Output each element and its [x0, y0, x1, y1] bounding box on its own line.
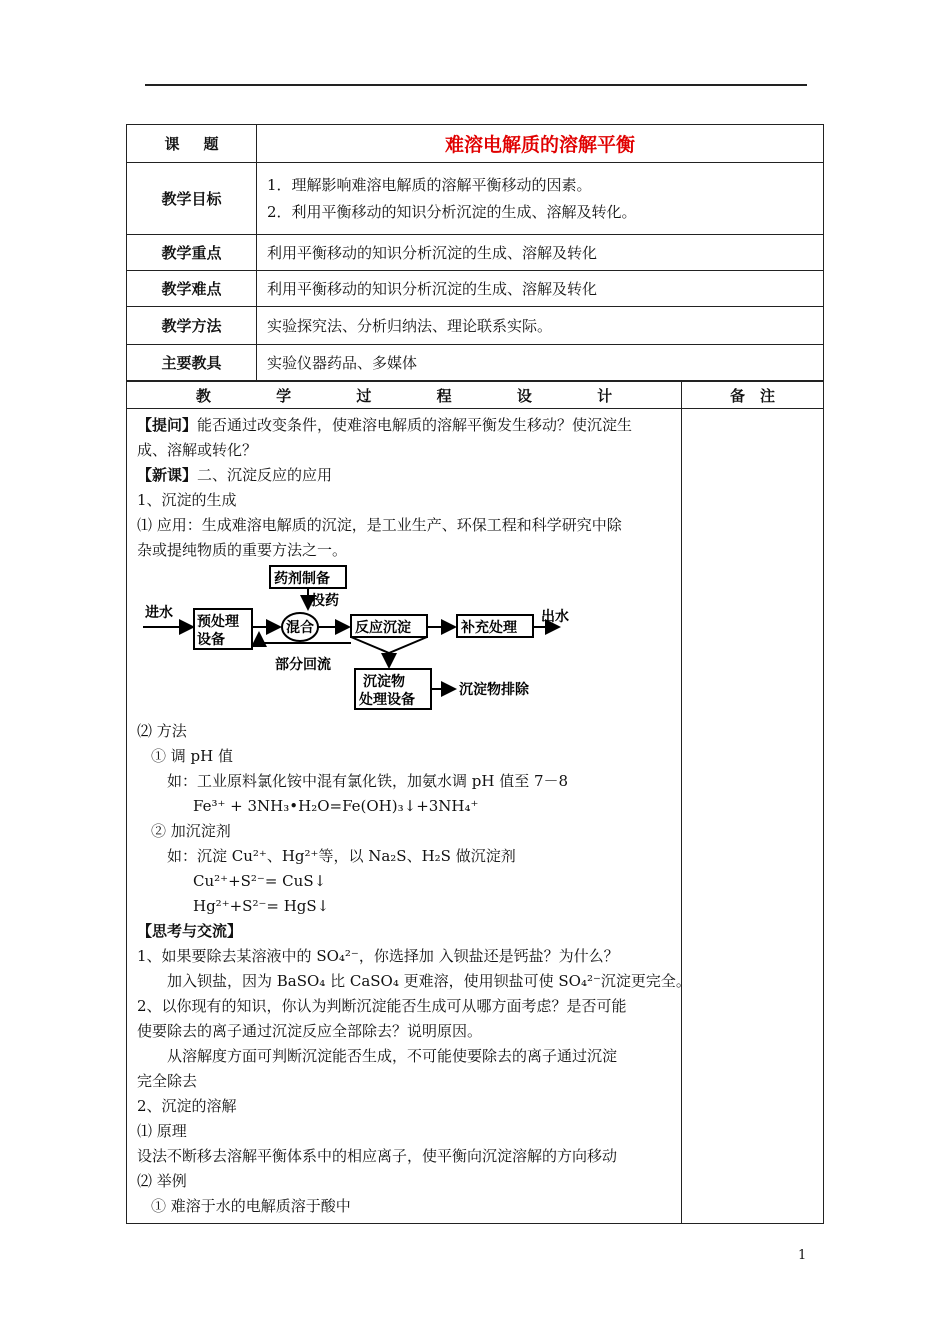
application-text-2: 杂或提纯物质的重要方法之一。 — [137, 541, 348, 559]
section-2-title: 2、沉淀的溶解 — [137, 1097, 237, 1115]
think-tag: 【思考与交流】 — [137, 922, 243, 940]
question-text: 能否通过改变条件，使难溶电解质的溶解平衡发生移动？使沉淀生 — [197, 416, 633, 434]
method-label: 教学方法 — [127, 307, 257, 345]
reagent-label: 药剂制备 — [274, 571, 330, 587]
in-water-label: 进水 — [145, 605, 173, 621]
goal-2: 2．利用平衡移动的知识分析沉淀的生成、溶解及转化。 — [267, 202, 637, 221]
info-table — [126, 124, 824, 381]
method-1: ① 调 pH 值 — [151, 747, 233, 765]
tools-label: 主要教具 — [127, 345, 257, 381]
lesson-plan — [126, 124, 824, 1224]
principle-text: 设法不断移去溶解平衡体系中的相应离子，使平衡向沉淀溶解的方向移动 — [137, 1147, 618, 1165]
question-2: 2、以你现有的知识，你认为判断沉淀能否生成可从哪方面考虑？是否可能 — [137, 997, 627, 1015]
sludge-label-2: 处理设备 — [359, 692, 415, 708]
method-1-example: 如：工业原料氯化铵中混有氯化铁，加氨水调 pH 值至 7－8 — [167, 772, 569, 790]
water-treatment-diagram — [137, 565, 671, 713]
process-header-char: 学 — [276, 386, 292, 405]
discharge-label: 沉淀物排除 — [459, 682, 529, 698]
answer-1: 加入钡盐，因为 BaSO₄ 比 CaSO₄ 更难溶，使用钡盐可使 SO₄²⁻沉淀更完全。 — [167, 972, 691, 990]
process-header-char: 计 — [597, 386, 613, 405]
new-lesson-title: 二、沉淀反应的应用 — [197, 466, 333, 484]
page-number: 1 — [798, 1248, 807, 1263]
difficulty-content: 利用平衡移动的知识分析沉淀的生成、溶解及转化 — [257, 271, 824, 307]
question-text-2: 成、溶解或转化？ — [137, 441, 258, 459]
example-title: ⑵ 举例 — [137, 1172, 187, 1190]
header-rule — [145, 84, 807, 86]
principle-title: ⑴ 原理 — [137, 1122, 187, 1140]
process-body — [127, 409, 691, 1224]
method-content: 实验探究法、分析归纳法、理论联系实际。 — [257, 307, 824, 345]
answer-2b: 完全除去 — [137, 1072, 198, 1090]
pretreat-label-2: 设备 — [197, 632, 225, 648]
reflux-label: 部分回流 — [275, 657, 331, 673]
method-2: ② 加沉淀剂 — [151, 822, 231, 840]
pretreat-label-1: 预处理 — [197, 614, 239, 630]
topic-title: 难溶电解质的溶解平衡 — [257, 125, 824, 163]
method-1-equation: Fe³⁺ + 3NH₃•H₂O=Fe(OH)₃↓+3NH₄⁺ — [193, 797, 479, 815]
process-header — [127, 382, 682, 409]
react-label: 反应沉淀 — [355, 620, 411, 636]
dosing-label: 投药 — [311, 593, 339, 609]
out-water-label: 出水 — [541, 609, 569, 625]
process-header-char: 程 — [436, 386, 452, 405]
question-1: 1、如果要除去某溶液中的 SO₄²⁻，你选择加 入钡盐还是钙盐？为什么？ — [137, 947, 619, 965]
process-header-char: 设 — [516, 386, 532, 405]
answer-2: 从溶解度方面可判断沉淀能否生成，不可能使要除去的离子通过沉淀 — [167, 1047, 618, 1065]
example-1: ① 难溶于水的电解质溶于酸中 — [151, 1197, 351, 1215]
process-header-char: 教 — [195, 386, 211, 405]
process-header-char: 过 — [356, 386, 372, 405]
sludge-label-1: 沉淀物 — [363, 674, 405, 690]
topic-label: 课题 — [127, 125, 257, 163]
process-table — [126, 381, 824, 1224]
difficulty-label: 教学难点 — [127, 271, 257, 307]
remark-header: 备 注 — [682, 382, 824, 409]
goals-content — [257, 163, 824, 235]
remark-cell — [682, 409, 824, 1224]
tools-content: 实验仪器药品、多媒体 — [257, 345, 824, 381]
supplement-label: 补充处理 — [461, 620, 517, 636]
method-2-example: 如：沉淀 Cu²⁺、Hg²⁺等，以 Na₂S、H₂S 做沉淀剂 — [167, 847, 516, 865]
key-label: 教学重点 — [127, 235, 257, 271]
method-title: ⑵ 方法 — [137, 722, 187, 740]
goal-1: 1．理解影响难溶电解质的溶解平衡移动的因素。 — [267, 175, 592, 194]
application-text: ⑴ 应用：生成难溶电解质的沉淀，是工业生产、环保工程和科学研究中除 — [137, 516, 622, 534]
goals-label: 教学目标 — [127, 163, 257, 235]
method-2-equation-2: Hg²⁺+S²⁻= HgS↓ — [193, 897, 330, 915]
key-content: 利用平衡移动的知识分析沉淀的生成、溶解及转化 — [257, 235, 824, 271]
section-1-title: 1、沉淀的生成 — [137, 491, 237, 509]
question-2b: 使要除去的离子通过沉淀反应全部除去？说明原因。 — [137, 1022, 483, 1040]
mix-label: 混合 — [286, 620, 314, 636]
method-2-equation-1: Cu²⁺+S²⁻= CuS↓ — [193, 872, 327, 890]
new-lesson-tag: 【新课】 — [137, 466, 198, 484]
question-tag: 【提问】 — [137, 416, 198, 434]
